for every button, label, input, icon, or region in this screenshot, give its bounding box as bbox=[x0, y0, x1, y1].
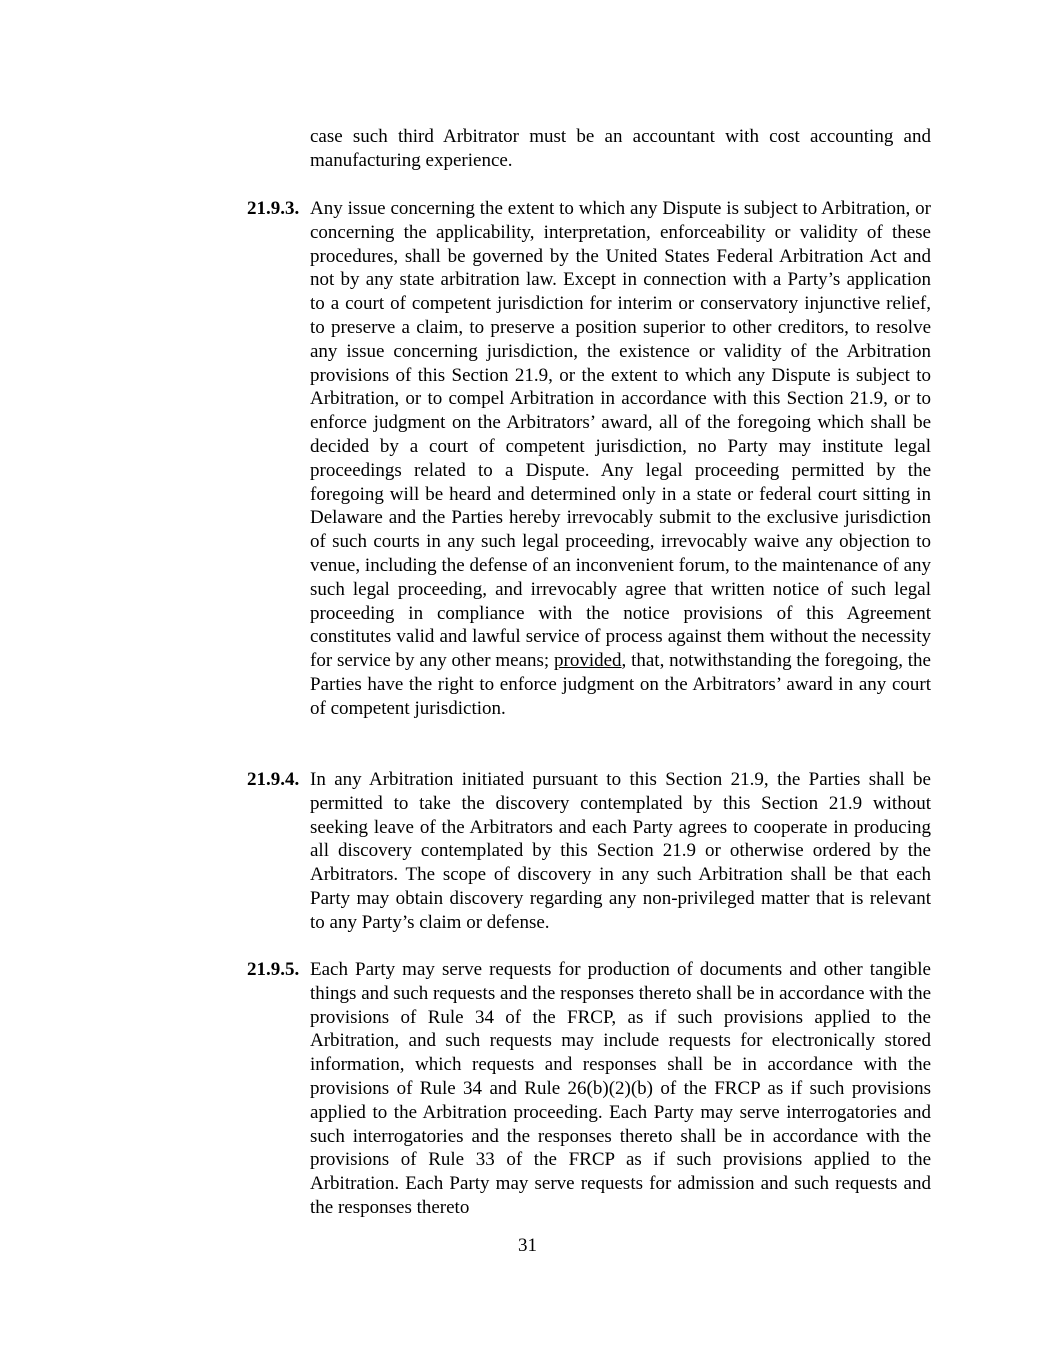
section-body bbox=[310, 197, 931, 721]
section-number: 21.9.4. bbox=[247, 769, 300, 790]
provided-term: provided bbox=[554, 650, 622, 672]
section-text-after: , that, notwithstanding the foregoing, the Parties have the right to enforce judgment on the Arbitrators’ award in any court of competent jurisdiction. bbox=[310, 650, 931, 719]
section-text-before: Any issue concerning the extent to which any Dispute is subject to Arbitration, or concerning the applicability, interpretation, enforceability or validity of these procedures, shall be governed by the United States Federal Arbitration Act and not by any state arbitration law. Except in connection with a Party’s application to a court of competent jurisdiction for interim or conservatory injunctive relief, to preserve a claim, to preserve a position superior to other creditors, to resolve any issue concerning jurisdiction, the existence or validity of the Arbitration provisions of this Section 21.9, or the extent to which any Dispute is subject to Arbitration, or to compel Arbitration in accordance with this Section 21.9, or to enforce judgment on the Arbitrators’ award, all of the foregoing which shall be decided by a court of competent jurisdiction, no Party may institute legal proceedings related to a Dispute. Any legal proceeding permitted by the foregoing will be heard and determined only in a state or federal court sitting in Delaware and the Parties hereby irrevocably submit to the exclusive jurisdiction of such courts in any such legal proceeding, irrevocably waive any objection to venue, including the defense of an inconvenient forum, to the maintenance of any such legal proceeding, and irrevocably agree that written notice of such legal proceeding in compliance with the notice provisions of this Agreement constitutes valid and lawful service of process against them without the necessity for service by any other means; bbox=[310, 198, 931, 672]
section-number: 21.9.3. bbox=[247, 198, 300, 219]
continuation-paragraph: case such third Arbitrator must be an accountant with cost accounting and manufacturing experience. bbox=[310, 126, 931, 171]
section-body: Each Party may serve requests for production of documents and other tangible things and such requests and the responses thereto shall be in accordance with the provisions of Rule 34 of the FRCP, as if such provisions applied to the Arbitration, and such requests may include requests for electronically stored information, which requests and responses shall be in accordance with the provisions of Rule 34 and Rule 26(b)(2)(b) of the FRCP as if such provisions applied to the Arbitration proceeding. Each Party may serve interrogatories and such interrogatories and the responses thereto shall be in accordance with the provisions of Rule 33 of the FRCP as if such provisions applied to the Arbitration. Each Party may serve requests for admission and such requests and the responses thereto bbox=[310, 959, 932, 1218]
section-body: In any Arbitration initiated pursuant to this Section 21.9, the Parties shall be permitted to take the discovery contemplated by this Section 21.9 without seeking leave of the Arbitrators and each Party agrees to cooperate in producing all discovery contemplated by this Section 21.9 or otherwise ordered by the Arbitrators. The scope of discovery in any such Arbitration shall be that each Party may obtain discovery regarding any non-privileged matter that is relevant to any Party’s claim or defense. bbox=[310, 769, 931, 933]
section-number: 21.9.5. bbox=[247, 959, 300, 980]
section-21-9-3 bbox=[247, 197, 931, 721]
section-21-9-5 bbox=[247, 958, 931, 1220]
section-21-9-4 bbox=[247, 768, 931, 935]
page-number: 31 bbox=[518, 1235, 537, 1256]
